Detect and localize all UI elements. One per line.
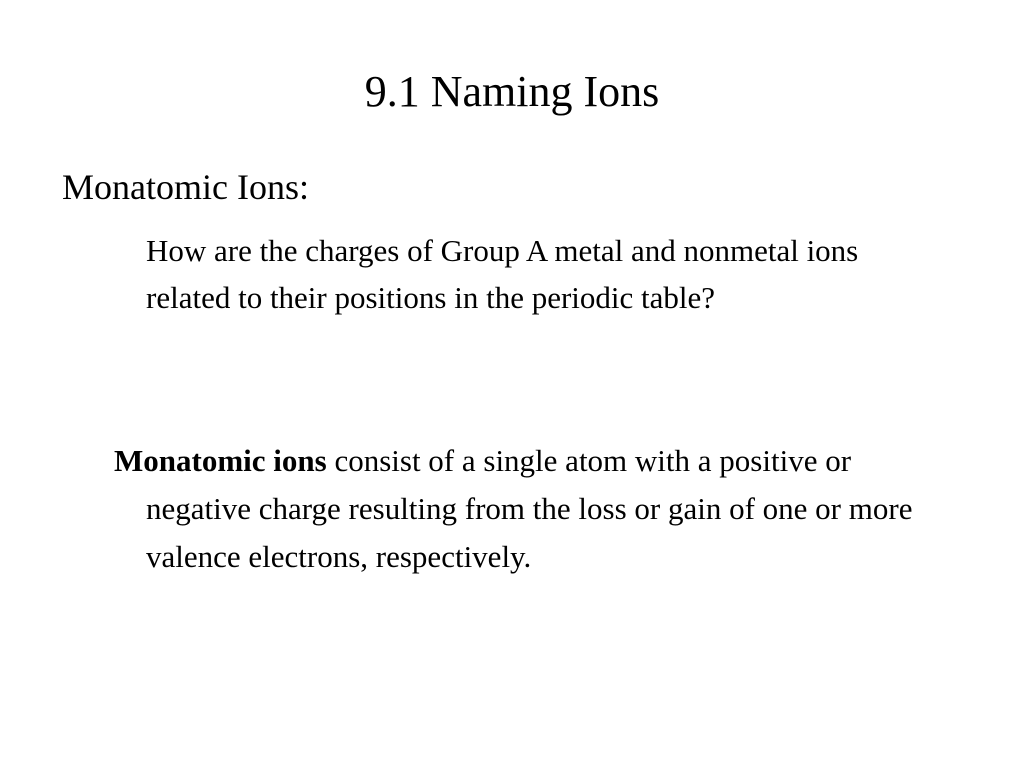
guiding-question: How are the charges of Group A metal and nonmetal ions related to their positions in the periodic table? bbox=[146, 233, 859, 315]
definition-paragraph bbox=[114, 437, 926, 581]
section-heading: Monatomic Ions: bbox=[62, 167, 309, 207]
definition-text: consist of a single atom with a positive or negative charge resulting from the loss or gain of one or more valence electrons, respectively. bbox=[146, 443, 913, 574]
definition-term: Monatomic ions bbox=[114, 443, 327, 478]
slide-title: 9.1 Naming Ions bbox=[364, 67, 660, 116]
